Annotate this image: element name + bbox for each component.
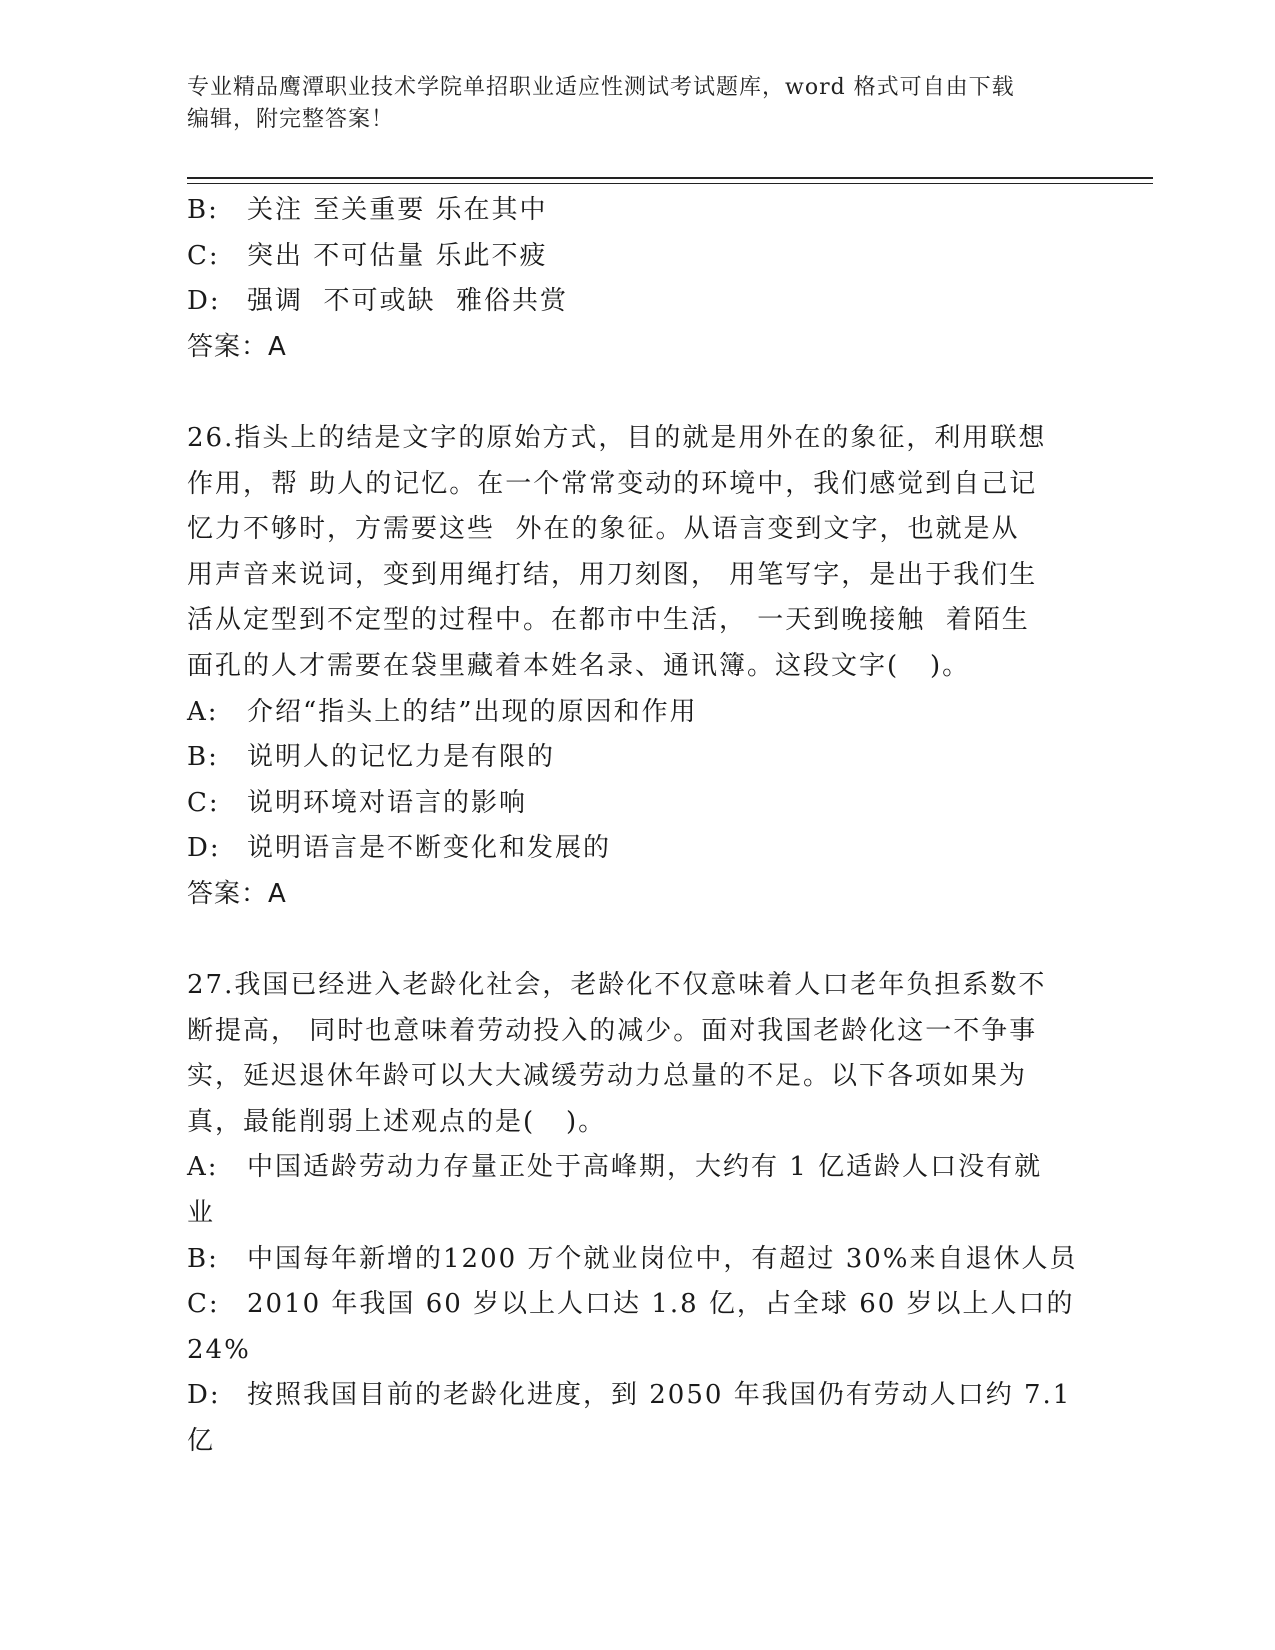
option-text: 按照我国目前的老龄化进度，到 2050 年我国仍有劳动人口约 7.1 — [247, 1380, 1072, 1411]
header-line-2: 编辑，附完整答案！ — [187, 107, 395, 132]
option-c — [187, 234, 1067, 280]
answer: 答案：A — [187, 331, 287, 362]
option-label: D: — [187, 286, 221, 317]
option-text: 说明语言是不断变化和发展的 — [247, 833, 612, 864]
option-label: B: — [187, 195, 219, 225]
option-text: 关注 至关重要 乐在其中 — [247, 195, 548, 225]
option-text: 强调 不可或缺 雅俗共赏 — [247, 286, 569, 317]
option-c — [187, 781, 1067, 827]
page-header — [187, 72, 1067, 136]
question-line: 忆力不够时，方需要这些 外在的象征。从语言变到文字，也就是从 — [187, 514, 1020, 545]
question-line: 作用，帮 助人的记忆。在一个常常变动的环境中，我们感觉到自己记 — [187, 468, 1038, 499]
question-25-tail — [187, 188, 1067, 370]
question-line: 活从定型到不定型的过程中。在都市中生活， 一天到晚接触 着陌生 — [187, 605, 1030, 636]
option-label: C: — [187, 240, 220, 271]
spacer — [187, 370, 1067, 416]
header-rule-thick — [187, 177, 1153, 179]
option-a — [187, 1145, 1067, 1191]
option-text: 中国适龄劳动力存量正处于高峰期，大约有 1 亿适龄人口没有就 — [247, 1152, 1043, 1183]
option-b — [187, 735, 1067, 781]
option-continuation: 亿 — [187, 1426, 216, 1457]
content — [187, 188, 1078, 1465]
question-line: 断提高， 同时也意味着劳动投入的减少。面对我国老龄化这一不争事 — [187, 1015, 1038, 1046]
question-26 — [187, 416, 1067, 918]
option-c — [187, 1282, 1075, 1328]
answer: 答案：A — [187, 878, 287, 909]
header-rule-thin — [187, 183, 1153, 184]
question-line: 用声音来说词，变到用绳打结，用刀刻图， 用笔写字，是出于我们生 — [187, 559, 1038, 590]
option-label: A: — [187, 696, 219, 727]
option-b — [187, 188, 1067, 234]
option-d — [187, 826, 1067, 872]
option-label: C: — [187, 1289, 220, 1320]
option-b — [187, 1237, 1078, 1283]
question-line: 27.我国已经进入老龄化社会，老龄化不仅意味着人口老年负担系数不 — [187, 970, 1047, 1001]
option-d — [187, 279, 1067, 325]
option-text: 2010 年我国 60 岁以上人口达 1.8 亿，占全球 60 岁以上人口的 — [247, 1289, 1075, 1320]
option-d — [187, 1373, 1072, 1419]
option-label: D: — [187, 833, 221, 864]
option-a — [187, 690, 1067, 736]
question-line: 真，最能削弱上述观点的是( )。 — [187, 1106, 607, 1137]
option-continuation: 24% — [187, 1334, 251, 1365]
question-line: 面孔的人才需要在袋里藏着本姓名录、通讯簿。这段文字( )。 — [187, 650, 971, 681]
option-label: B: — [187, 742, 219, 773]
question-line: 实，延迟退休年龄可以大大减缓劳动力总量的不足。以下各项如果为 — [187, 1061, 1028, 1092]
question-line: 26.指头上的结是文字的原始方式，目的就是用外在的象征，利用联想 — [187, 422, 1047, 453]
option-text: 说明人的记忆力是有限的 — [247, 742, 556, 773]
option-text: 中国每年新增的1200 万个就业岗位中，有超过 30%来自退休人员 — [247, 1243, 1078, 1274]
question-27 — [187, 963, 1078, 1465]
option-label: B: — [187, 1243, 219, 1274]
header-line-1: 专业精品鹰潭职业技术学院单招职业适应性测试考试题库，word 格式可自由下载 — [187, 75, 1015, 100]
question-text — [187, 963, 1067, 1145]
option-label: C: — [187, 787, 220, 818]
option-text: 说明环境对语言的影响 — [247, 787, 528, 818]
option-continuation: 业 — [187, 1198, 216, 1229]
option-text: 突出 不可估量 乐此不疲 — [247, 240, 548, 271]
option-label: A: — [187, 1152, 219, 1183]
spacer — [187, 918, 1067, 964]
option-text: 介绍“指头上的结”出现的原因和作用 — [247, 696, 698, 727]
question-text — [187, 416, 1067, 690]
option-label: D: — [187, 1380, 221, 1411]
